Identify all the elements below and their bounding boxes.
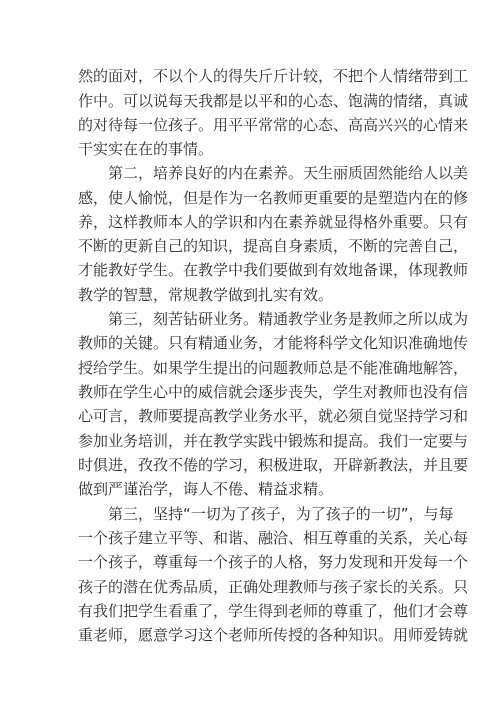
text-line: 不断的更新自己的知识，提高自身素质，不断的完善自己，: [78, 237, 469, 255]
text-line: 一个孩子建立平等、和谐、融洽、相互尊重的关系，关心每: [78, 529, 469, 547]
text-line: 有我们把学生看重了，学生得到老师的尊重了，他们才会尊: [78, 602, 469, 620]
text-line: 教学的智慧，常规教学做到扎实有效。: [78, 286, 334, 304]
text-line: 一个孩子，尊重每一个孩子的人格，努力发现和开发每一个: [78, 553, 469, 571]
text-line: 教师在学生心中的威信就会逐步丧失，学生对教师也没有信: [78, 383, 469, 401]
paragraph-first-line: 第三，坚持“一切为了孩子，为了孩子的一切”，与每: [108, 505, 454, 523]
text-line: 孩子的潜在优秀品质，正确处理教师与孩子家长的关系。只: [78, 578, 469, 596]
text-line: 作中。可以说每天我都是以平和的心态、饱满的情绪，真诚: [78, 92, 469, 110]
paragraph-first-line: 第二，培养良好的内在素养。天生丽质固然能给人以美: [108, 164, 469, 182]
text-line: 然的面对，不以个人的得失斤斤计较，不把个人情绪带到工: [78, 67, 469, 85]
text-line: 教师的关键。只有精通业务，才能将科学文化知识准确地传: [78, 334, 469, 352]
text-line: 的对待每一位孩子。用平平常常的心态、高高兴兴的心情来: [78, 116, 469, 134]
text-line: 做到严谨治学，诲人不倦、精益求精。: [78, 480, 334, 498]
text-line: 养，这样教师本人的学识和内在素养就显得格外重要。只有: [78, 213, 469, 231]
text-line: 才能教好学生。在教学中我们要做到有效地备课，体现教师: [78, 261, 469, 279]
text-line: 时俱进，孜孜不倦的学习，积极进取，开辟新教法，并且要: [78, 456, 469, 474]
text-line: 重老师，愿意学习这个老师所传授的各种知识。用师爱铸就: [78, 626, 469, 644]
text-line: 感，使人愉悦，但是作为一名教师更重要的是塑造内在的修: [78, 189, 469, 207]
text-line: 心可言，教师要提高教学业务水平，就必须自觉坚持学习和: [78, 407, 469, 425]
text-line: 授给学生。如果学生提出的问题教师总是不能准确地解答，: [78, 359, 469, 377]
text-line: 参加业务培训，并在教学实践中锻炼和提高。我们一定要与: [78, 432, 469, 450]
text-line: 干实实在在的事情。: [78, 140, 214, 158]
paragraph-first-line: 第三，刻苦钻研业务。精通教学业务是教师之所以成为: [108, 310, 469, 328]
